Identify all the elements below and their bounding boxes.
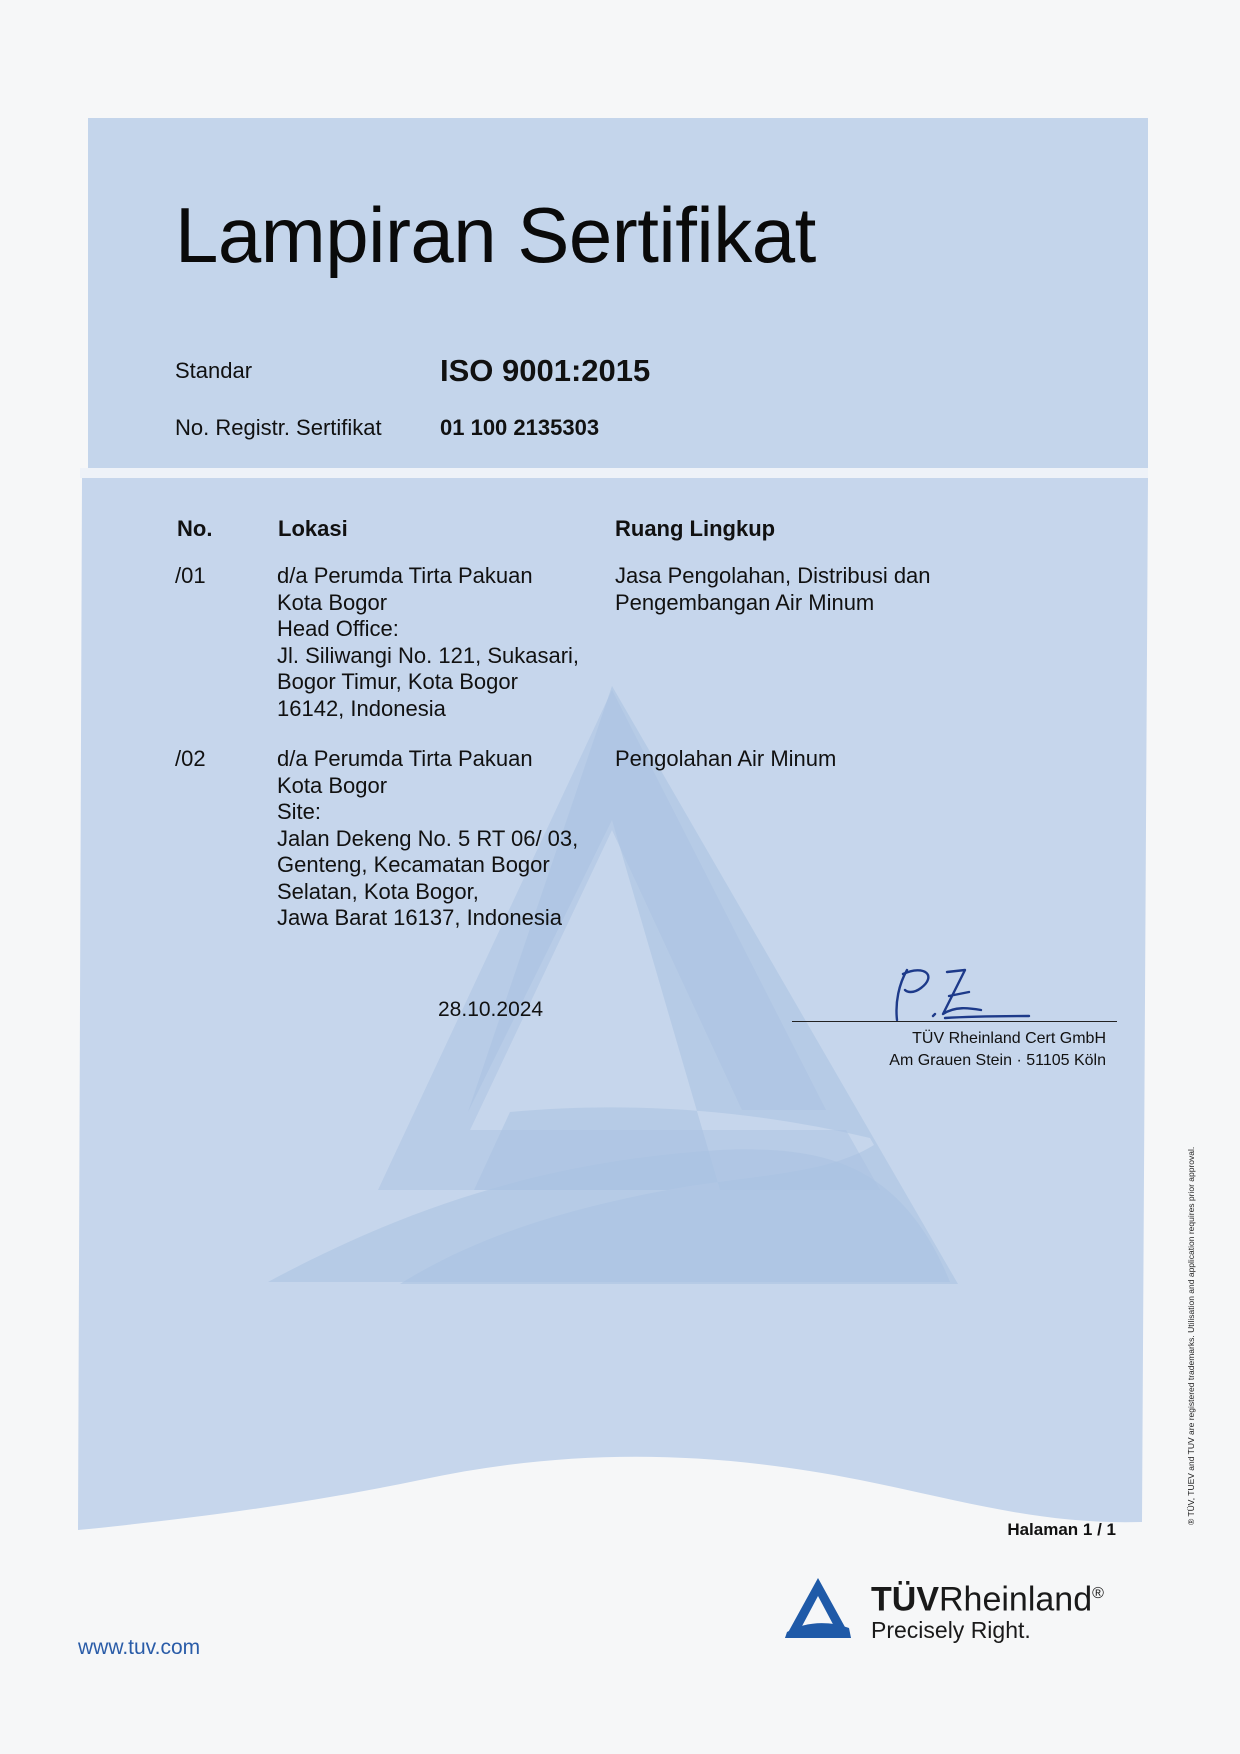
brand-name-regular: Rheinland: [939, 1580, 1093, 1619]
column-header-no: No.: [177, 516, 213, 541]
location-cell: [277, 563, 579, 722]
location-line: Jalan Dekeng No. 5 RT 06/ 03,: [277, 825, 579, 851]
location-line: Kota Bogor: [277, 772, 388, 798]
scope-line: Pengolahan Air Minum: [615, 746, 837, 771]
page-title: Lampiran Sertifikat: [175, 191, 816, 279]
page-number: Halaman 1 / 1: [1007, 1520, 1116, 1539]
website-link[interactable]: www.tuv.com: [78, 1636, 201, 1659]
issuer-address: Am Grauen Stein · 51105 Köln: [889, 1052, 1106, 1069]
registered-mark: ®: [1092, 1585, 1104, 1602]
scope-line: Jasa Pengolahan, Distribusi dan: [615, 563, 931, 588]
registration-value: 01 100 2135303: [440, 415, 600, 440]
registration-label: No. Registr. Sertifikat: [175, 415, 382, 440]
issuer-name: TÜV Rheinland Cert GmbH: [912, 1030, 1106, 1047]
tuv-triangle-logo-icon: [783, 1576, 853, 1642]
location-line: Jl. Siliwangi No. 121, Sukasari,: [277, 642, 580, 668]
scope-cell: [615, 746, 836, 773]
standard-label: Standar: [175, 358, 253, 383]
panel-divider: [80, 468, 1148, 478]
brand-logo: [783, 1572, 1163, 1662]
scope-line: Pengembangan Air Minum: [615, 589, 875, 615]
location-line: Head Office:: [277, 616, 399, 641]
trademark-note: ® TÜV, TUEV and TUV are registered trademarks. Utilisation and application requires prior approval.: [1186, 1146, 1196, 1525]
column-header-ruang-lingkup: Ruang Lingkup: [615, 516, 776, 541]
location-cell: [277, 746, 578, 932]
location-line: Jawa Barat 16137, Indonesia: [277, 905, 562, 930]
location-line: Genteng, Kecamatan Bogor: [277, 852, 550, 877]
brand-name: [871, 1574, 1104, 1619]
location-line: Site:: [277, 799, 322, 824]
location-line: d/a Perumda Tirta Pakuan: [277, 746, 533, 771]
location-line: Kota Bogor: [277, 589, 388, 615]
issue-date: 28.10.2024: [438, 998, 544, 1021]
location-line: Selatan, Kota Bogor,: [277, 878, 479, 904]
column-header-lokasi: Lokasi: [278, 516, 348, 541]
scope-cell: [615, 563, 931, 616]
location-line: Bogor Timur, Kota Bogor: [277, 669, 518, 694]
location-line: d/a Perumda Tirta Pakuan: [277, 563, 533, 588]
brand-name-bold: TÜV: [871, 1580, 939, 1619]
signature-line: [792, 1021, 1117, 1022]
row-number: /01: [175, 563, 206, 588]
row-number: /02: [175, 746, 206, 771]
brand-tagline: Precisely Right.: [871, 1617, 1031, 1643]
location-line: 16142, Indonesia: [277, 695, 446, 721]
standard-value: ISO 9001:2015: [440, 353, 651, 388]
